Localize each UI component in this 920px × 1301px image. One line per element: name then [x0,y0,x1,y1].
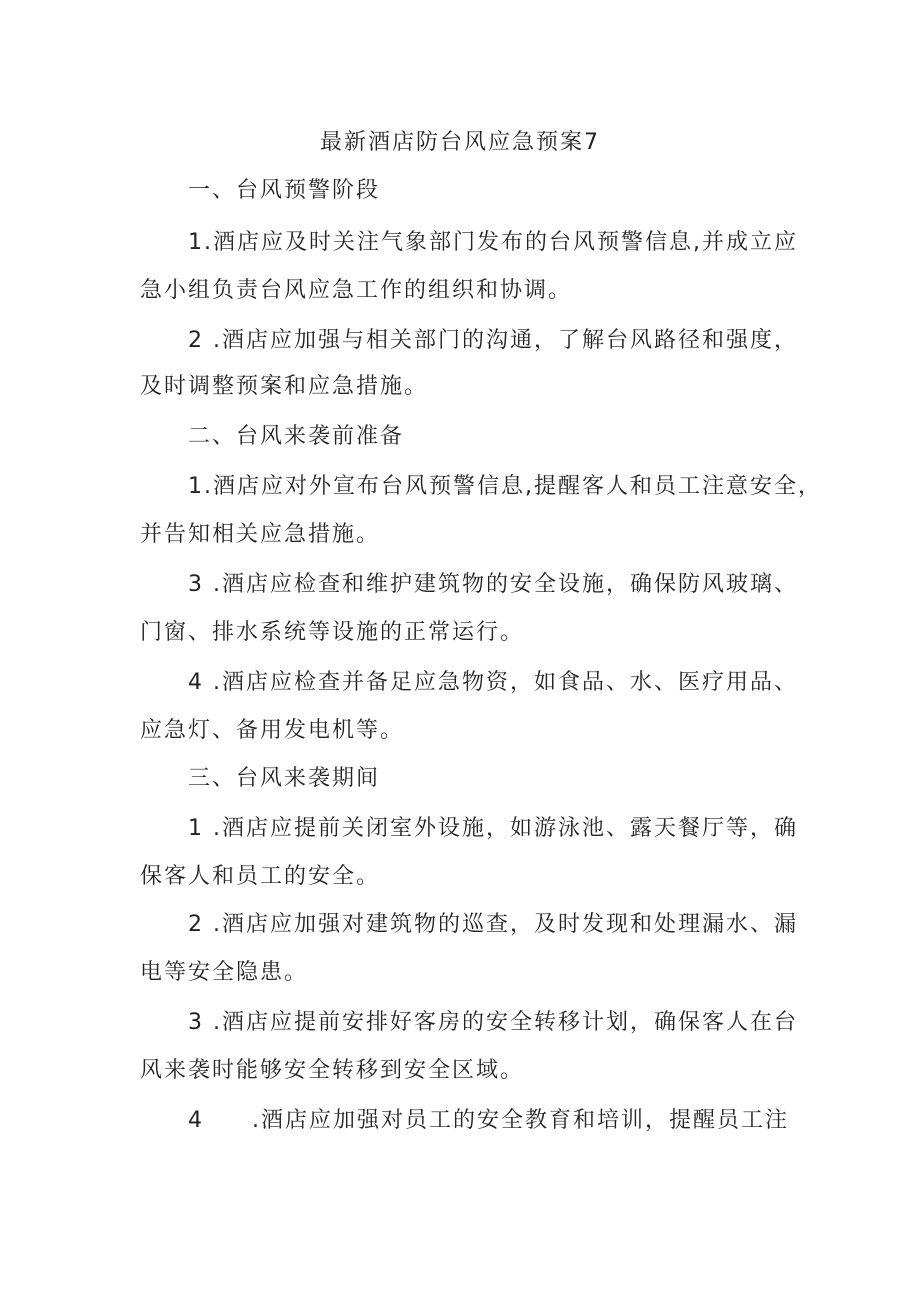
section-heading: 三、台风来袭期间 [188,766,381,791]
section-heading: 一、台风预警阶段 [188,178,381,203]
paragraph-line: 风来袭时能够安全转移到安全区域。 [140,1058,525,1083]
paragraph-line: 1.酒店应对外宣布台风预警信息,提醒客人和员工注意安全， [188,474,822,499]
paragraph-line: 急小组负责台风应急工作的组织和协调。 [140,278,573,303]
section-heading: 二、台风来袭前准备 [188,424,405,449]
paragraph-line: 应急灯、备用发电机等。 [140,718,405,743]
paragraph-line: 1 .酒店应提前关闭室外设施，如游泳池、露天餐厅等，确 [188,816,798,841]
paragraph-line: 2 .酒店应加强与相关部门的沟通，了解台风路径和强度， [188,328,798,353]
paragraph-line: 及时调整预案和应急措施。 [140,374,429,399]
paragraph-line: 4 .酒店应加强对员工的安全教育和培训，提醒员工注 [188,1108,789,1133]
paragraph-line: 并告知相关应急措施。 [140,522,381,547]
paragraph-line: 4 .酒店应检查并备足应急物资，如食品、水、医疗用品、 [188,670,798,695]
paragraph-line: 2 .酒店应加强对建筑物的巡查，及时发现和处理漏水、漏 [188,912,798,937]
paragraph-line: 3 .酒店应检查和维护建筑物的安全设施，确保防风玻璃、 [188,572,798,597]
paragraph-line: 电等安全隐患。 [140,960,309,985]
paragraph-line: 门窗、排水系统等设施的正常运行。 [140,620,525,645]
document-title: 最新酒店防台风应急预案7 [320,130,600,155]
paragraph-line: 3 .酒店应提前安排好客房的安全转移计划，确保客人在台 [188,1010,798,1035]
paragraph-line: 保客人和员工的安全。 [140,864,381,889]
paragraph-line: 1.酒店应及时关注气象部门发布的台风预警信息,并成立应 [188,230,798,255]
